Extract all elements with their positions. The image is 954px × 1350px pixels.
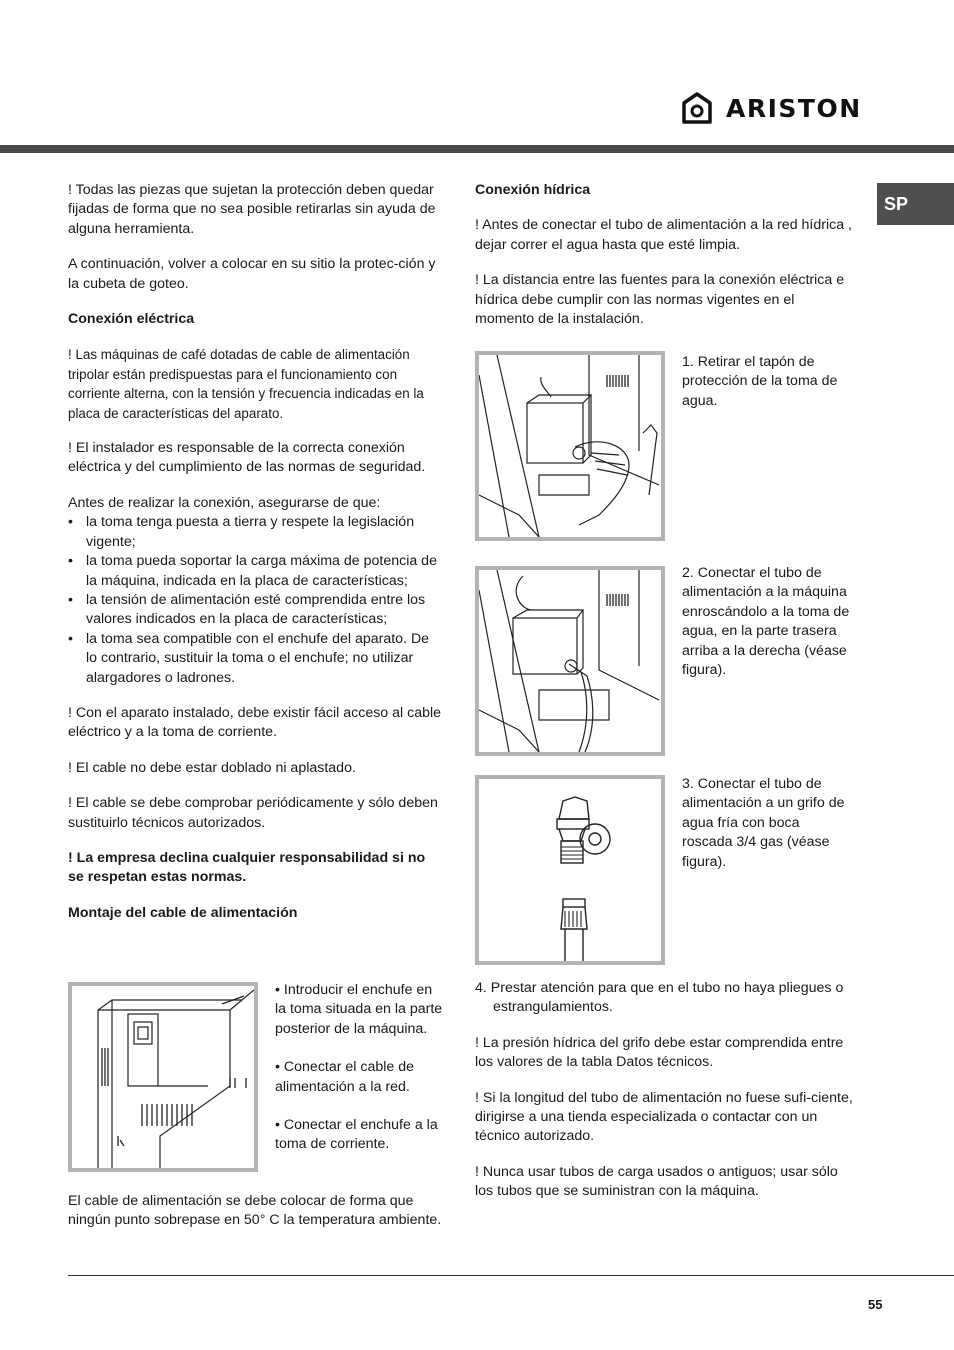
list-item: • la toma pueda soportar la carga máxima de potencia de la máquina, indicada en la placa de características;: [68, 552, 443, 591]
step-4: 4. Prestar atención para que en el tubo no haya pliegues o estrangulamientos.: [475, 980, 844, 1016]
step-3: 3. Conectar el tubo de alimentación a un grifo de agua fría con boca roscada 3/4 gas (véase figura).: [682, 776, 845, 870]
figure-remove-cap: [475, 351, 665, 541]
paragraph: ! Las máquinas de café dotadas de cable de alimentación tripolar están predispuestas para el funcionamiento con corriente alterna, con la tensión y frecuencia indicadas en la placa de características del aparato.: [68, 347, 424, 421]
paragraph: A continuación, volver a colocar en su sitio la protec-ción y la cubeta de goteo.: [68, 256, 436, 292]
list-item: • la tensión de alimentación esté comprendida entre los valores indicados en la placa de características;: [68, 591, 443, 630]
checklist: [68, 513, 443, 688]
section-heading-electrica: Conexión eléctrica: [68, 311, 195, 328]
step-2: 2. Conectar el tubo de alimentación a la máquina enroscándolo a la toma de agua, en la parte trasera arriba a la derecha (véase figura).: [682, 565, 850, 679]
brand-logo: [682, 92, 862, 124]
list-item: • la toma sea compatible con el enchufe del aparato. De lo contrario, sustituir la toma o el enchufe; no utilizar alargadores o ladrones.: [68, 630, 443, 688]
language-tab: SP: [877, 183, 954, 225]
paragraph: ! Todas las piezas que sujetan la protección deben quedar fijadas de forma que no sea posible retirarlas sin ayuda de alguna herramienta.: [68, 182, 436, 237]
paragraph: ! Nunca usar tubos de carga usados o antiguos; usar sólo los tubos que se suministran con la máquina.: [475, 1163, 838, 1200]
list-item: • la toma tenga puesta a tierra y respete la legislación vigente;: [68, 513, 443, 552]
step-text: • Introducir el enchufe en la toma situada en la parte posterior de la máquina.: [275, 982, 443, 1037]
paragraph: ! El instalador es responsable de la correcta conexión eléctrica y del cumplimiento de las normas de seguridad.: [68, 440, 426, 476]
step-text: • Conectar el cable de alimentación a la red.: [275, 1059, 415, 1095]
step-text: • Conectar el enchufe a la toma de corriente.: [275, 1117, 438, 1153]
figure-tap-connection: [475, 775, 665, 965]
paragraph: ! Con el aparato instalado, debe existir fácil acceso al cable eléctrico y a la toma de corriente.: [68, 704, 442, 741]
tap-and-fitting-illustration: [479, 779, 661, 961]
right-column: [475, 181, 853, 345]
paragraph: ! Antes de conectar el tubo de alimentación a la red hídrica , dejar correr el agua hasta que esté limpia.: [475, 217, 852, 253]
paragraph: ! El cable se debe comprobar periódicamente y sólo deben sustituirlo técnicos autorizados.: [68, 795, 438, 831]
hand-removing-cap-illustration: [479, 355, 661, 537]
section-heading-hidrica: Conexión hídrica: [475, 182, 591, 198]
figure-connect-hose-machine: [475, 566, 665, 756]
paragraph: ! La presión hídrica del grifo debe estar comprendida entre los valores de la tabla Datos técnicos.: [475, 1034, 844, 1071]
left-column: [68, 181, 443, 939]
paragraph: El cable de alimentación se debe colocar de forma que ningún punto sobrepase en 50° C la temperatura ambiente.: [68, 1193, 442, 1229]
figure-power-socket: [68, 982, 258, 1172]
footer-rule: [68, 1275, 954, 1276]
house-logo-icon: [682, 92, 712, 124]
paragraph: ! Si la longitud del tubo de alimentación no fuese sufi-ciente, dirigirse a una tienda especializada o contactar con un técnico autorizado.: [475, 1089, 853, 1145]
closing-paragraph: [68, 1192, 443, 1247]
paragraph: ! El cable no debe estar doblado ni aplastado.: [68, 759, 356, 776]
machine-rear-illustration: [72, 986, 254, 1168]
right-column-bottom: [475, 979, 853, 1218]
warning-paragraph: ! La empresa declina cualquier responsabilidad si no se respetan estas normas.: [68, 849, 426, 886]
page-number: 55: [868, 1297, 883, 1312]
step-1: 1. Retirar el tapón de protección de la toma de agua.: [682, 354, 838, 409]
brand-name: ARISTON: [726, 93, 862, 123]
paragraph: Antes de realizar la conexión, asegurarse de que:: [68, 494, 381, 511]
hose-to-machine-illustration: [479, 570, 661, 752]
paragraph: ! La distancia entre las fuentes para la conexión eléctrica e hídrica debe cumplir con las normas vigentes en el momento de la instalación.: [475, 272, 845, 328]
header-bar: [0, 145, 954, 153]
power-steps: [275, 981, 443, 1174]
section-heading-montaje: Montaje del cable de alimentación: [68, 904, 298, 921]
